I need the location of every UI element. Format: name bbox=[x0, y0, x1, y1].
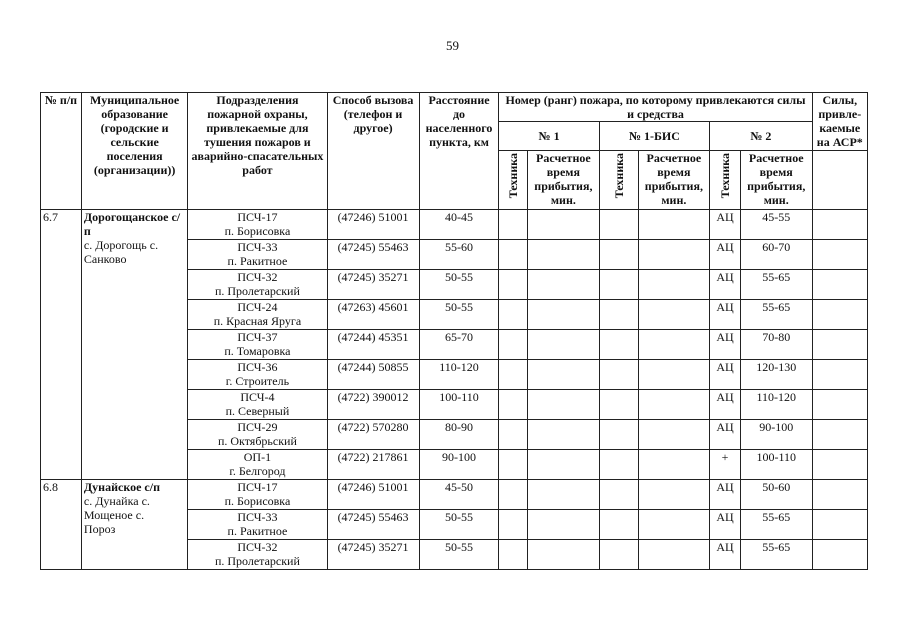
unit-location: п. Томаровка bbox=[224, 344, 291, 358]
forces-cell bbox=[812, 330, 867, 360]
phone-cell: (47245) 35271 bbox=[327, 540, 419, 570]
municipality-cell bbox=[81, 210, 187, 480]
unit-location: п. Пролетарский bbox=[214, 284, 300, 298]
tech-2-cell: АЦ bbox=[710, 420, 741, 450]
unit-name: ПСЧ-37 bbox=[237, 330, 278, 344]
time-2-cell: 90-100 bbox=[740, 420, 812, 450]
tech-1-bis-cell bbox=[599, 480, 638, 510]
forces-cell bbox=[812, 300, 867, 330]
unit-cell bbox=[188, 300, 327, 330]
header-unit: Подразделения пожарной охраны, привлекаемые для тушения пожаров и аварийно-спасательных работ bbox=[188, 93, 327, 210]
unit-cell bbox=[188, 330, 327, 360]
phone-cell: (47245) 55463 bbox=[327, 240, 419, 270]
header-forces: Силы, привле-каемые на АСР* bbox=[812, 93, 867, 151]
header-rank-group: Номер (ранг) пожара, по которому привлекаются силы и средства bbox=[499, 93, 812, 122]
time-1-bis-cell bbox=[638, 480, 710, 510]
unit-cell bbox=[188, 480, 327, 510]
header-tech-2-label: Техника bbox=[718, 153, 733, 199]
unit-name: ПСЧ-36 bbox=[237, 360, 278, 374]
time-1-bis-cell bbox=[638, 450, 710, 480]
time-2-cell: 45-55 bbox=[740, 210, 812, 240]
tech-1-bis-cell bbox=[599, 210, 638, 240]
time-1-bis-cell bbox=[638, 330, 710, 360]
time-1-cell bbox=[528, 240, 600, 270]
page-number: 59 bbox=[446, 38, 459, 53]
unit-location: п. Красная Яруга bbox=[213, 314, 302, 328]
tech-2-cell: АЦ bbox=[710, 360, 741, 390]
unit-name: ОП-1 bbox=[243, 450, 272, 464]
phone-cell: (47244) 50855 bbox=[327, 360, 419, 390]
tech-2-cell: АЦ bbox=[710, 270, 741, 300]
unit-name: ПСЧ-17 bbox=[237, 480, 278, 494]
time-1-bis-cell bbox=[638, 360, 710, 390]
tech-2-cell: АЦ bbox=[710, 480, 741, 510]
time-2-cell: 55-65 bbox=[740, 270, 812, 300]
phone-cell: (47245) 55463 bbox=[327, 510, 419, 540]
tech-1-bis-cell bbox=[599, 450, 638, 480]
unit-location: п. Борисовка bbox=[224, 494, 291, 508]
unit-name: ПСЧ-32 bbox=[237, 540, 278, 554]
time-1-cell bbox=[528, 390, 600, 420]
forces-cell bbox=[812, 450, 867, 480]
municipality-places: с. Дунайка с. Мощеное с. Пороз bbox=[83, 494, 150, 536]
unit-name: ПСЧ-29 bbox=[237, 420, 278, 434]
time-1-bis-cell bbox=[638, 510, 710, 540]
time-1-cell bbox=[528, 540, 600, 570]
unit-name: ПСЧ-33 bbox=[237, 240, 278, 254]
time-1-bis-cell bbox=[638, 420, 710, 450]
unit-location: г. Белгород bbox=[229, 464, 286, 478]
time-2-cell: 120-130 bbox=[740, 360, 812, 390]
unit-location: п. Ракитное bbox=[227, 254, 288, 268]
table-row bbox=[41, 210, 868, 240]
time-2-cell: 55-65 bbox=[740, 540, 812, 570]
time-1-bis-cell bbox=[638, 240, 710, 270]
time-1-bis-cell bbox=[638, 210, 710, 240]
forces-cell bbox=[812, 480, 867, 510]
unit-cell bbox=[188, 450, 327, 480]
tech-1-cell bbox=[499, 480, 528, 510]
tech-1-cell bbox=[499, 300, 528, 330]
tech-1-cell bbox=[499, 330, 528, 360]
unit-cell bbox=[188, 510, 327, 540]
tech-1-bis-cell bbox=[599, 540, 638, 570]
tech-2-cell: + bbox=[710, 450, 741, 480]
header-num: № п/п bbox=[41, 93, 82, 210]
time-2-cell: 50-60 bbox=[740, 480, 812, 510]
tech-1-bis-cell bbox=[599, 270, 638, 300]
time-2-cell: 110-120 bbox=[740, 390, 812, 420]
header-rank-1-bis: № 1-БИС bbox=[599, 122, 710, 151]
time-1-cell bbox=[528, 450, 600, 480]
distance-cell: 40-45 bbox=[419, 210, 499, 240]
time-1-bis-cell bbox=[638, 270, 710, 300]
time-1-bis-cell bbox=[638, 540, 710, 570]
tech-2-cell: АЦ bbox=[710, 330, 741, 360]
tech-1-bis-cell bbox=[599, 420, 638, 450]
distance-cell: 50-55 bbox=[419, 510, 499, 540]
phone-cell: (47246) 51001 bbox=[327, 210, 419, 240]
time-1-cell bbox=[528, 480, 600, 510]
forces-cell bbox=[812, 420, 867, 450]
header-rank-2: № 2 bbox=[710, 122, 812, 151]
time-1-bis-cell bbox=[638, 390, 710, 420]
time-1-cell bbox=[528, 330, 600, 360]
unit-location: г. Строитель bbox=[225, 374, 290, 388]
tech-2-cell: АЦ bbox=[710, 240, 741, 270]
unit-cell bbox=[188, 540, 327, 570]
distance-cell: 55-60 bbox=[419, 240, 499, 270]
time-2-cell: 55-65 bbox=[740, 300, 812, 330]
unit-cell bbox=[188, 390, 327, 420]
phone-cell: (4722) 570280 bbox=[327, 420, 419, 450]
tech-2-cell: АЦ bbox=[710, 540, 741, 570]
time-1-cell bbox=[528, 510, 600, 540]
time-1-bis-cell bbox=[638, 300, 710, 330]
unit-location: п. Борисовка bbox=[224, 224, 291, 238]
distance-cell: 50-55 bbox=[419, 300, 499, 330]
tech-2-cell: АЦ bbox=[710, 390, 741, 420]
time-2-cell: 100-110 bbox=[740, 450, 812, 480]
fire-forces-table bbox=[40, 92, 868, 570]
tech-1-bis-cell bbox=[599, 240, 638, 270]
distance-cell: 110-120 bbox=[419, 360, 499, 390]
header-rank-1: № 1 bbox=[499, 122, 599, 151]
municipality-name: Дунайское с/п bbox=[83, 480, 160, 494]
phone-cell: (4722) 217861 bbox=[327, 450, 419, 480]
tech-2-cell: АЦ bbox=[710, 510, 741, 540]
tech-1-cell bbox=[499, 510, 528, 540]
phone-cell: (47245) 35271 bbox=[327, 270, 419, 300]
header-tech-1-bis bbox=[599, 151, 638, 210]
header-tech-2 bbox=[710, 151, 741, 210]
header-time-1: Расчетное время прибытия, мин. bbox=[528, 151, 600, 210]
unit-name: ПСЧ-24 bbox=[237, 300, 278, 314]
tech-1-cell bbox=[499, 390, 528, 420]
time-1-cell bbox=[528, 420, 600, 450]
unit-name: ПСЧ-17 bbox=[237, 210, 278, 224]
tech-1-bis-cell bbox=[599, 330, 638, 360]
time-1-cell bbox=[528, 270, 600, 300]
time-1-cell bbox=[528, 300, 600, 330]
time-2-cell: 60-70 bbox=[740, 240, 812, 270]
forces-cell bbox=[812, 270, 867, 300]
unit-location: п. Северный bbox=[225, 404, 290, 418]
phone-cell: (47246) 51001 bbox=[327, 480, 419, 510]
tech-1-cell bbox=[499, 210, 528, 240]
header-call: Способ вызова (телефон и другое) bbox=[327, 93, 419, 210]
tech-1-cell bbox=[499, 240, 528, 270]
forces-cell bbox=[812, 360, 867, 390]
table-row bbox=[41, 480, 868, 510]
unit-location: п. Ракитное bbox=[227, 524, 288, 538]
distance-cell: 80-90 bbox=[419, 420, 499, 450]
tech-1-cell bbox=[499, 450, 528, 480]
tech-2-cell: АЦ bbox=[710, 300, 741, 330]
tech-1-cell bbox=[499, 270, 528, 300]
time-1-cell bbox=[528, 360, 600, 390]
header-tech-1-label: Техника bbox=[506, 153, 521, 199]
header-tech-1-bis-label: Техника bbox=[611, 153, 626, 199]
distance-cell: 50-55 bbox=[419, 270, 499, 300]
municipality-name: Дорогощанское с/п bbox=[83, 210, 181, 238]
forces-cell bbox=[812, 540, 867, 570]
tech-1-cell bbox=[499, 360, 528, 390]
unit-location: п. Пролетарский bbox=[214, 554, 300, 568]
header-forces-blank bbox=[812, 151, 867, 210]
tech-1-bis-cell bbox=[599, 390, 638, 420]
forces-cell bbox=[812, 240, 867, 270]
forces-cell bbox=[812, 210, 867, 240]
table-body bbox=[41, 210, 868, 570]
tech-1-bis-cell bbox=[599, 300, 638, 330]
header-time-1-bis: Расчетное время прибытия, мин. bbox=[638, 151, 710, 210]
unit-cell bbox=[188, 240, 327, 270]
time-1-cell bbox=[528, 210, 600, 240]
row-number: 6.8 bbox=[41, 480, 82, 570]
unit-location: п. Октябрьский bbox=[217, 434, 297, 448]
time-2-cell: 55-65 bbox=[740, 510, 812, 540]
forces-cell bbox=[812, 390, 867, 420]
distance-cell: 45-50 bbox=[419, 480, 499, 510]
unit-name: ПСЧ-4 bbox=[240, 390, 275, 404]
municipality-cell bbox=[81, 480, 187, 570]
unit-cell bbox=[188, 270, 327, 300]
phone-cell: (4722) 390012 bbox=[327, 390, 419, 420]
unit-cell bbox=[188, 360, 327, 390]
header-distance: Расстояние до населенного пункта, км bbox=[419, 93, 499, 210]
unit-cell bbox=[188, 210, 327, 240]
distance-cell: 100-110 bbox=[419, 390, 499, 420]
header-tech-1 bbox=[499, 151, 528, 210]
distance-cell: 90-100 bbox=[419, 450, 499, 480]
tech-1-bis-cell bbox=[599, 510, 638, 540]
time-2-cell: 70-80 bbox=[740, 330, 812, 360]
unit-name: ПСЧ-32 bbox=[237, 270, 278, 284]
municipality-places: с. Дорогощь с. Санково bbox=[83, 238, 159, 266]
tech-1-bis-cell bbox=[599, 360, 638, 390]
unit-name: ПСЧ-33 bbox=[237, 510, 278, 524]
header-municipality: Муниципальное образование (городские и сельские поселения (организации)) bbox=[81, 93, 187, 210]
tech-1-cell bbox=[499, 540, 528, 570]
tech-2-cell: АЦ bbox=[710, 210, 741, 240]
unit-cell bbox=[188, 420, 327, 450]
row-number: 6.7 bbox=[41, 210, 82, 480]
header-time-2: Расчетное время прибытия, мин. bbox=[740, 151, 812, 210]
phone-cell: (47263) 45601 bbox=[327, 300, 419, 330]
distance-cell: 65-70 bbox=[419, 330, 499, 360]
tech-1-cell bbox=[499, 420, 528, 450]
distance-cell: 50-55 bbox=[419, 540, 499, 570]
phone-cell: (47244) 45351 bbox=[327, 330, 419, 360]
forces-cell bbox=[812, 510, 867, 540]
